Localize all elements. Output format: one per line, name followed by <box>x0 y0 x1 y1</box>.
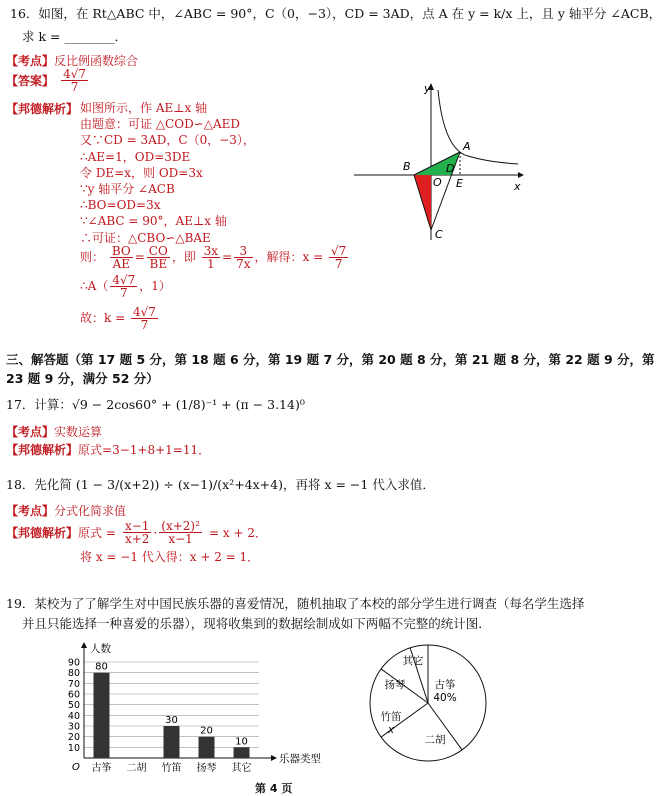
q18-stem: 18．先化简 (1 − 3/(x+2)) ÷ (x−1)/(x²+4x+4)，再将 x = −1 代入求值． <box>6 477 435 492</box>
x-tick-label: 其它 <box>231 763 252 774</box>
label-e: E <box>456 177 463 190</box>
y-axis-label: 人数 <box>90 643 111 655</box>
section3-line1: 三、解答题（第 17 题 5 分，第 18 题 6 分，第 19 题 7 分，第 20 题 8 分，第 21 题 8 分，第 22 题 9 分，第 <box>6 352 655 367</box>
q16-stem-line1: 16．如图，在 Rt△ABC 中，∠ABC = 90°，C（0，−3），CD = 3AD，点 A 在 y = k/x 上，且 y 轴平分 ∠ACB， <box>10 6 661 21</box>
q16-answer <box>6 68 90 93</box>
x-tick-label: 二胡 <box>126 763 147 774</box>
point-a-suffix: ，1） <box>139 279 171 293</box>
q19-stem-line1: 19．某校为了了解学生对中国民族乐器的喜爱情况，随机抽取了本校的部分学生进行调查（每名学生选择 <box>6 596 585 611</box>
point-a-frac <box>110 274 137 299</box>
q17-jiexi <box>6 439 210 458</box>
final-frac <box>131 306 158 331</box>
answer-tag: 【答案】 <box>6 74 55 88</box>
frac-den: 7 <box>119 286 128 300</box>
label-c: C <box>435 228 443 241</box>
bar-value-label: 80 <box>95 661 108 673</box>
frac-num: BO <box>111 244 131 258</box>
x-tick-label: 古筝 <box>91 763 112 774</box>
frac-num: √7 <box>331 244 347 258</box>
pie-slice-label: 其它 <box>402 655 424 667</box>
q18-frac-2 <box>159 520 202 545</box>
q18-kaodian <box>6 500 126 519</box>
q16-point-a <box>80 274 171 299</box>
y-tick-label: 40 <box>67 710 80 722</box>
bar-value-label: 10 <box>235 736 248 748</box>
frac-den: AE <box>112 257 130 271</box>
bar <box>164 726 180 758</box>
frac-den: x−1 <box>168 532 193 546</box>
ratio-frac-3x-1 <box>202 245 220 270</box>
jiexi-prefix: 原式 = <box>78 526 116 540</box>
q16-step: ∴BO=OD=3x <box>80 198 161 213</box>
frac-num: 4√7 <box>132 305 156 319</box>
y-tick-label: 30 <box>67 721 80 733</box>
q16-steps <box>80 100 255 246</box>
x-axis-label: 乐器类型 <box>279 753 321 765</box>
kaodian-tag: 【考点】 <box>6 425 55 439</box>
origin-label: O <box>72 762 80 773</box>
bar-value-label: 20 <box>200 725 213 737</box>
q17-stem: 17．计算：√9 − 2cos60° + (1/8)⁻¹ + (π − 3.14)⁰ <box>6 397 305 412</box>
pie-slice-label: 竹笛 <box>380 711 402 723</box>
ratio-frac-co-be <box>147 245 170 270</box>
kaodian-tag: 【考点】 <box>6 504 55 518</box>
label-b: B <box>403 160 411 173</box>
frac-num: x−1 <box>124 519 150 533</box>
q16-step: ∵y 轴平分 ∠ACB <box>80 182 175 197</box>
kaodian-text: 分式化简求值 <box>54 504 127 518</box>
answer-den: 7 <box>70 80 79 94</box>
label-d: D <box>446 162 455 175</box>
ratio-solve: ，解得：x = <box>254 250 324 264</box>
kaodian-text: 实数运算 <box>54 425 103 439</box>
ratio-mid: ，即 <box>171 250 196 264</box>
q18-jiexi <box>6 520 267 545</box>
q18-jiexi-line2: 将 x = −1 代入得：x + 2 = 1． <box>80 550 260 564</box>
ratio-frac-x <box>329 245 348 270</box>
x-axis-arrow <box>518 172 524 178</box>
bar <box>234 747 250 758</box>
answer-num: 4√7 <box>63 67 87 81</box>
ratio-frac-3-7x <box>234 245 252 270</box>
pie-chart <box>365 638 495 768</box>
q16-step: 如图所示，作 AE⊥x 轴 <box>80 101 208 115</box>
frac-den: BE <box>149 257 168 271</box>
q16-step: 又∵CD = 3AD，C（0，−3）， <box>80 133 255 148</box>
jiexi-text: 原式=3−1+8+1=11． <box>78 443 211 457</box>
q16-jiexi-tag: 【邦德解析】 <box>6 102 79 116</box>
q16-step: ∴可证：△CBO∽△BAE <box>80 230 211 245</box>
jiexi-tag: 【邦德解析】 <box>6 443 79 457</box>
x-tick-label: 竹笛 <box>161 763 182 774</box>
label-a: A <box>463 140 471 153</box>
y-tick-label: 10 <box>67 742 80 754</box>
q16-step: ∵∠ABC = 90°，AE⊥x 轴 <box>80 214 227 229</box>
final-prefix: 故：k = <box>80 311 126 325</box>
q18-frac-1 <box>123 520 151 545</box>
frac-num: CO <box>148 244 168 258</box>
frac-den: 7x <box>236 257 251 271</box>
page-number: 第 4 页 <box>255 782 293 795</box>
frac-num: (x+2)² <box>161 519 200 533</box>
answer-fraction <box>61 68 88 93</box>
pie-slice-value: x <box>387 724 395 736</box>
q19-stem-line2: 并且只能选择一种喜爱的乐器），现将收集到的数据绘制成如下两幅不完整的统计图． <box>22 616 491 631</box>
frac-num: 3 <box>234 245 252 258</box>
bar-chart <box>44 640 319 775</box>
label-o: O <box>433 176 442 189</box>
q16-ratio-line: 则： $\frac{BO}{AE}$ = $\frac{CO}{BE}$ ，即 $\frac{3x}{1}$ = $\frac{3}{7x}$ ，解得：x = $\frac{√7}{7}$ <box>80 244 347 271</box>
q16-step: 由题意：可证 △COD∽△AED <box>80 117 241 132</box>
kaodian-tag: 【考点】 <box>6 54 55 68</box>
q17-kaodian <box>6 421 102 440</box>
bar <box>94 673 110 758</box>
frac-den: 7 <box>334 257 343 271</box>
x-axis-arrow <box>271 755 277 761</box>
bar <box>199 737 215 758</box>
kaodian-text: 反比例函数综合 <box>54 54 139 68</box>
y-tick-label: 80 <box>67 668 80 680</box>
label-x: x <box>514 180 521 193</box>
pie-slice-label: 二胡 <box>424 734 446 746</box>
frac-den: x+2 <box>124 532 150 546</box>
q16-step: 令 DE=x，则 OD=3x <box>80 165 203 180</box>
ratio-frac-bo-ae <box>110 245 133 270</box>
y-tick-label: 20 <box>67 732 80 744</box>
q16-step: ∴AE=1，OD=3DE <box>80 149 191 164</box>
times-sign: · <box>153 526 158 540</box>
y-tick-label: 70 <box>67 678 80 690</box>
section3-line2: 23 题 9 分，满分 52 分） <box>6 371 159 386</box>
frac-den: 7 <box>140 318 149 332</box>
hyperbola-curve <box>438 90 518 164</box>
pie-slice-label: 扬琴 <box>384 679 406 691</box>
point-a-prefix: ∴A（ <box>80 279 109 293</box>
bar-value-label: 30 <box>165 715 178 726</box>
ratio-prefix: 则： <box>80 250 105 264</box>
y-tick-label: 60 <box>67 689 80 701</box>
q16-stem-line2: 求 k = ________． <box>22 29 127 44</box>
jiexi-result: = x + 2． <box>209 526 267 540</box>
x-tick-label: 扬琴 <box>196 763 217 774</box>
q16-figure <box>348 80 528 250</box>
y-tick-label: 50 <box>67 700 80 712</box>
y-tick-label: 90 <box>67 657 80 669</box>
label-y: y <box>424 82 431 95</box>
q16-final <box>80 306 160 331</box>
jiexi-tag: 【邦德解析】 <box>6 526 79 540</box>
pie-slice-value: 40% <box>433 692 457 704</box>
pie-slice-label: 古筝 <box>434 679 456 691</box>
frac-den: 1 <box>207 257 215 271</box>
frac-num: 3x <box>203 244 219 258</box>
frac-num: 4√7 <box>112 273 136 287</box>
y-axis-arrow <box>81 642 87 648</box>
